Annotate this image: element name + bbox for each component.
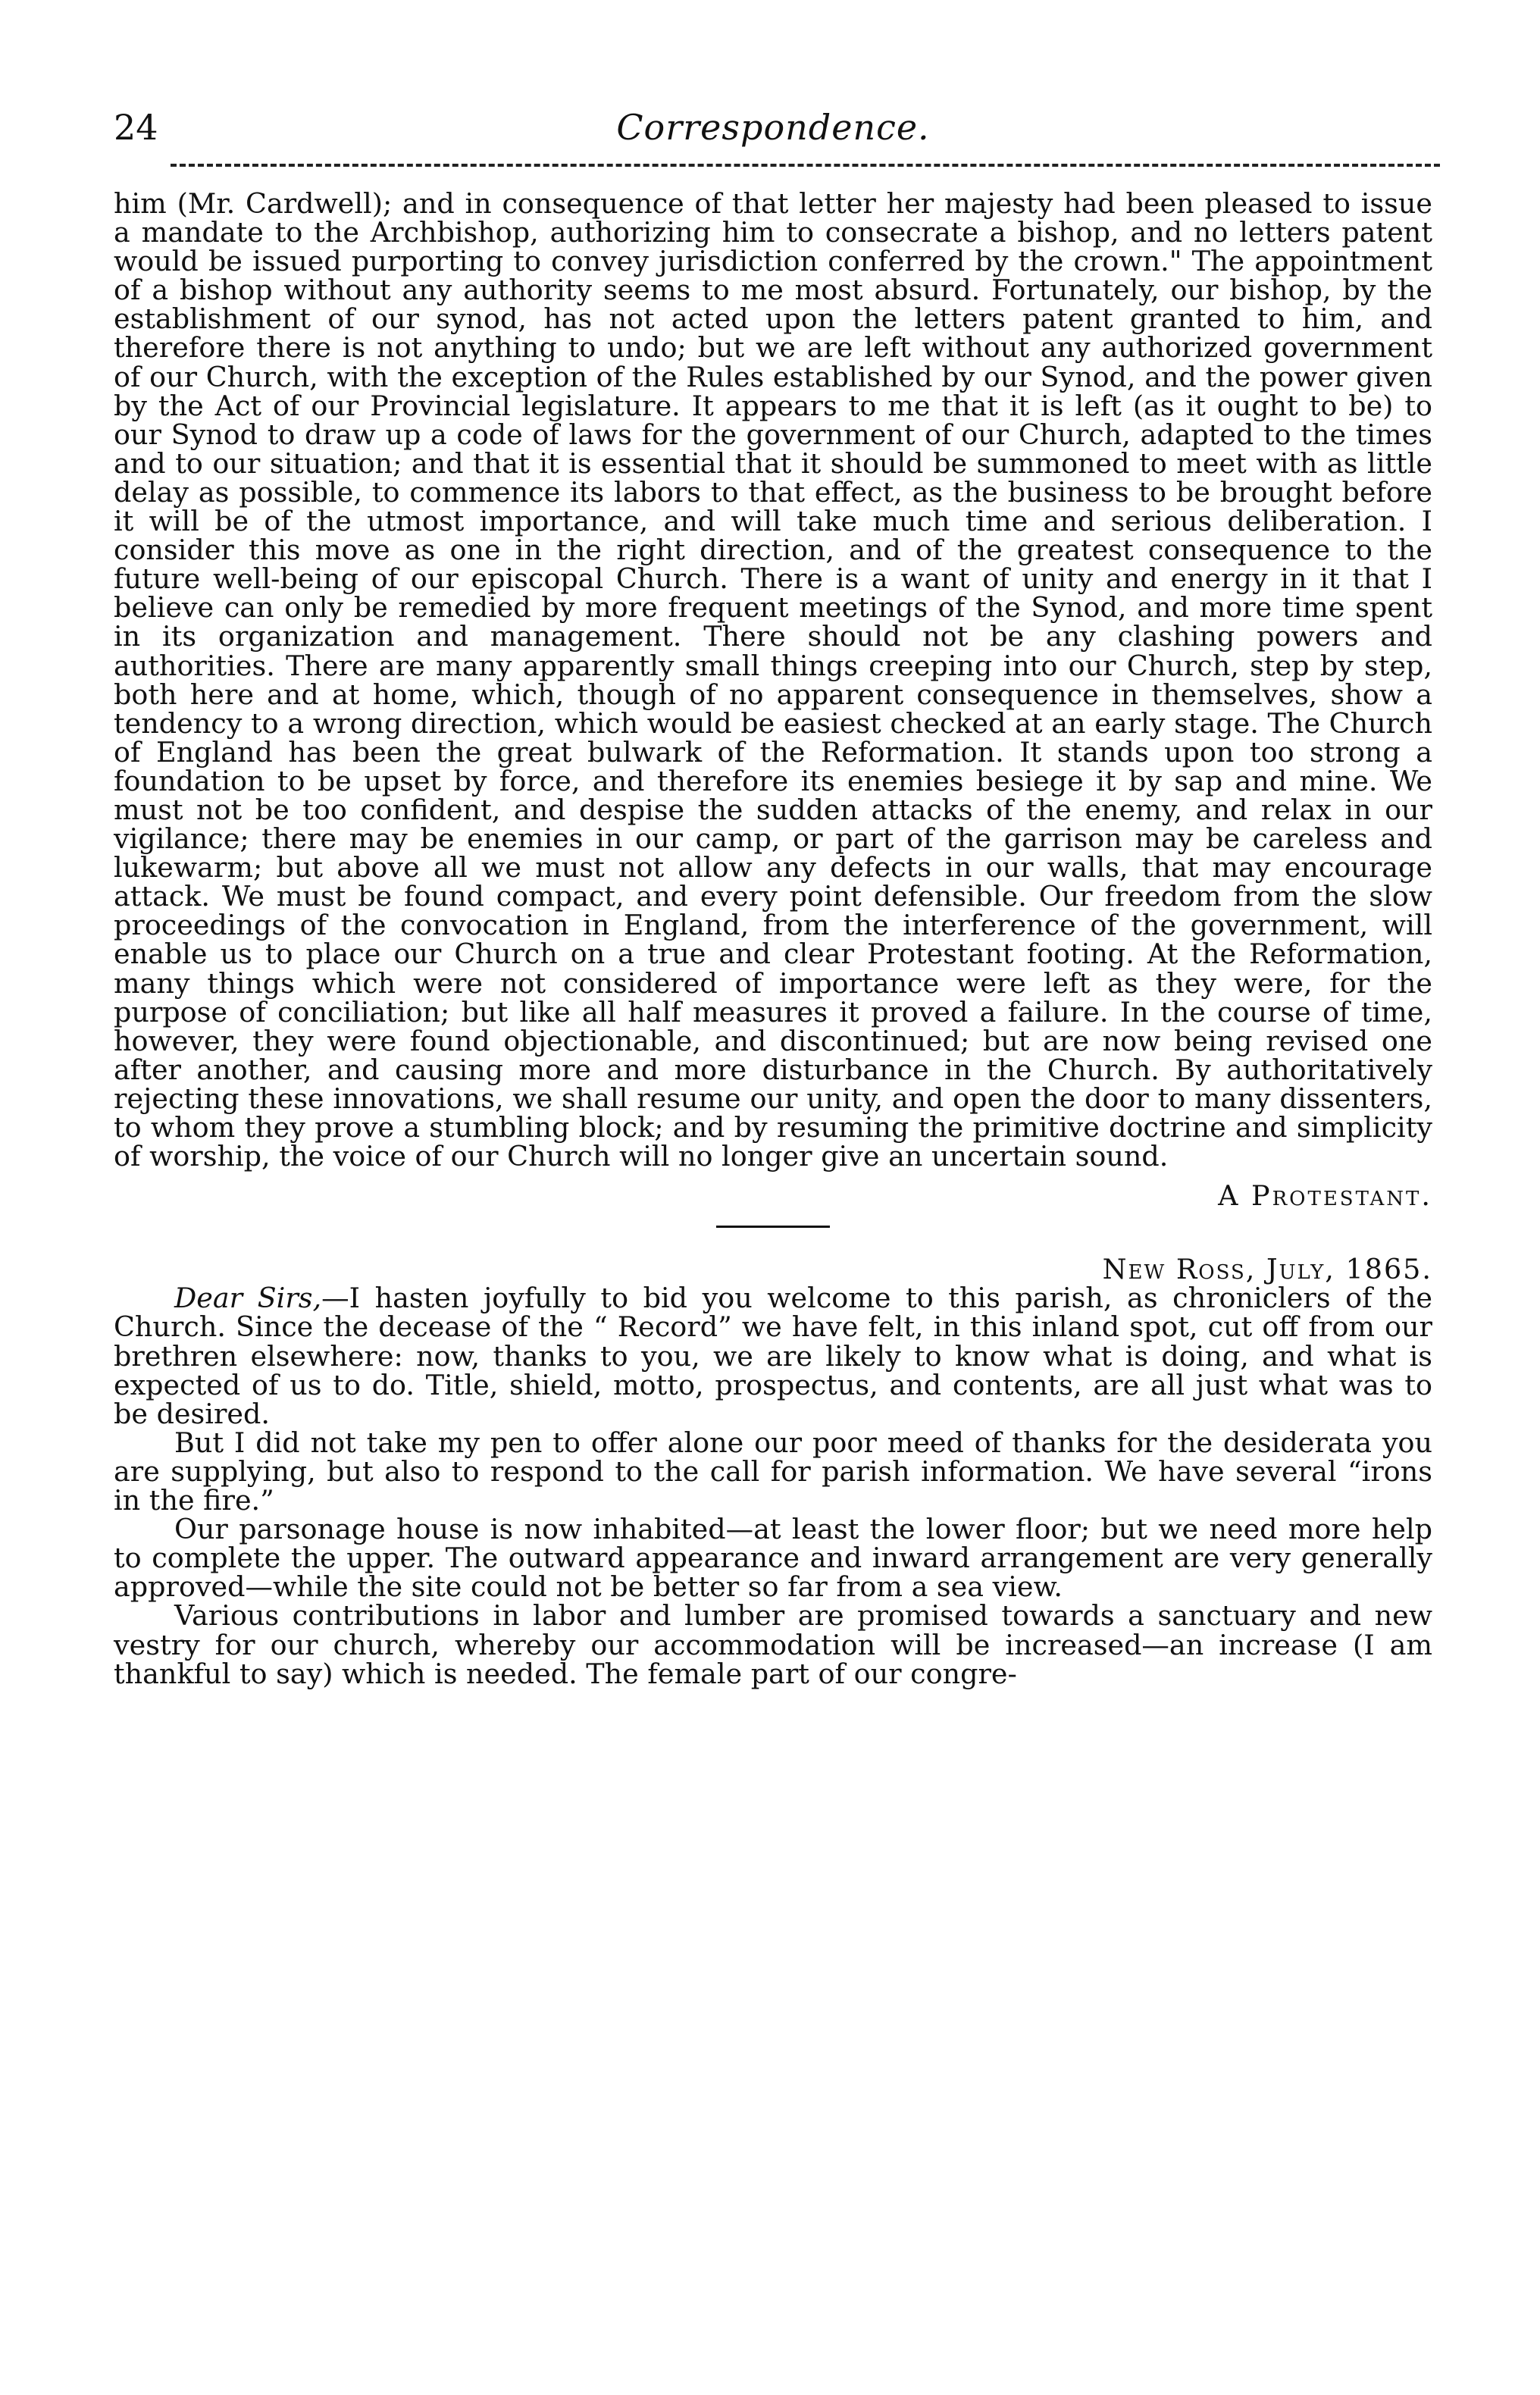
body-text — [114, 189, 1432, 1689]
running-head: Correspondence. — [616, 107, 930, 148]
letter-dateline: New Ross, July, 1865. — [1102, 1253, 1432, 1286]
letter-paragraph-text: —I hasten joyfully to bid you welcome to this parish, as chroniclers of the Church. Since the decease of the “ Record” we have felt, in this inland spot, cut off from our brethren elsewhere: now, thanks to you, we are likely to know what is doing, and what is expected of us to do. Title, shield, motto, prospectus, and contents, are all just what was to be desired. — [114, 1282, 1432, 1430]
letter-salutation: Dear Sirs, — [174, 1282, 322, 1315]
letter-paragraph: Our parsonage house is now inhabited—at least the lower floor; but we need more help to complete the upper. The outward appearance and inward arrangement are very generally approved—while the site could not be better so far from a sea view. — [114, 1513, 1432, 1604]
letter-paragraph — [114, 1284, 1432, 1428]
letter-separator — [716, 1226, 830, 1228]
letter-paragraph: Various contributions in labor and lumber are promised towards a sanctuary and new vestry for our church, whereby our accommodation will be increased—an increase (I am thankful to say) which is needed. The female part of our congre- — [114, 1599, 1432, 1690]
letter-protestant-signature: A Protestant. — [1218, 1179, 1432, 1213]
page-number: 24 — [114, 107, 158, 148]
letter-paragraph: But I did not take my pen to offer alone our poor meed of thanks for the desiderata you are supplying, but also to respond to the call for parish information. We have several “irons in the fire.” — [114, 1426, 1432, 1517]
header-rule — [171, 164, 1440, 167]
letter-protestant-text: him (Mr. Cardwell); and in consequence of that letter her majesty had been pleased to issue a mandate to the Archbishop, authorizing him to consecrate a bishop, and no letters patent would be issued purporting to convey jurisdiction conferred by the crown." The appointment of a bishop without any authority seems to me most absurd. Fortunately, our bishop, by the establishment of our synod, has not acted upon the letters patent granted to him, and therefore there is not anything to undo; but we are left without any authorized government of our Church, with the exception of the Rules established by our Synod, and the power given by the Act of our Provincial legislature. It appears to me that it is left (as it ought to be) to our Synod to draw up a code of laws for the government of our Church, adapted to the times and to our situation; and that it is essential that it should be summoned to meet with as little delay as possible, to commence its labors to that effect, as the business to be brought before it will be of the utmost importance, and will take much time and serious deliberation. I consider this move as one in the right direction, and of the greatest consequence to the future well-being of our episcopal Church. There is a want of unity and energy in it that I believe can only be remedied by more frequent meetings of the Synod, and more time spent in its organization and management. There should not be any clashing powers and authorities. There are many apparently small things creeping into our Church, step by step, both here and at home, which, though of no apparent consequence in themselves, show a tendency to a wrong direction, which would be easiest checked at an early stage. The Church of England has been the great bulwark of the Reformation. It stands upon too strong a foundation to be upset by force, and therefore its enemies besiege it by sap and mine. We must not be too confident, and despise the sudden attacks of the enemy, and relax in our vigilance; there may be enemies in our camp, or part of the garrison may be careless and lukewarm; but above all we must not allow any defects in our walls, that may encourage attack. We must be found compact, and every point defensible. Our freedom from the slow proceedings of the convocation in England, from the interference of the government, will enable us to place our Church on a true and clear Protestant footing. At the Reformation, many things which were not considered of importance were left as they were, for the purpose of conciliation; but like all half measures it proved a failure. In the course of time, however, they were found objectionable, and discontinued; but are now being revised one after another, and causing more and more disturbance in the Church. By authoritatively rejecting these innovations, we shall resume our unity, and open the door to many dissenters, to whom they prove a stumbling block; and by resuming the primitive doctrine and simplicity of worship, the voice of our Church will no longer give an uncertain sound. — [114, 187, 1432, 1173]
page-header — [114, 105, 1432, 158]
